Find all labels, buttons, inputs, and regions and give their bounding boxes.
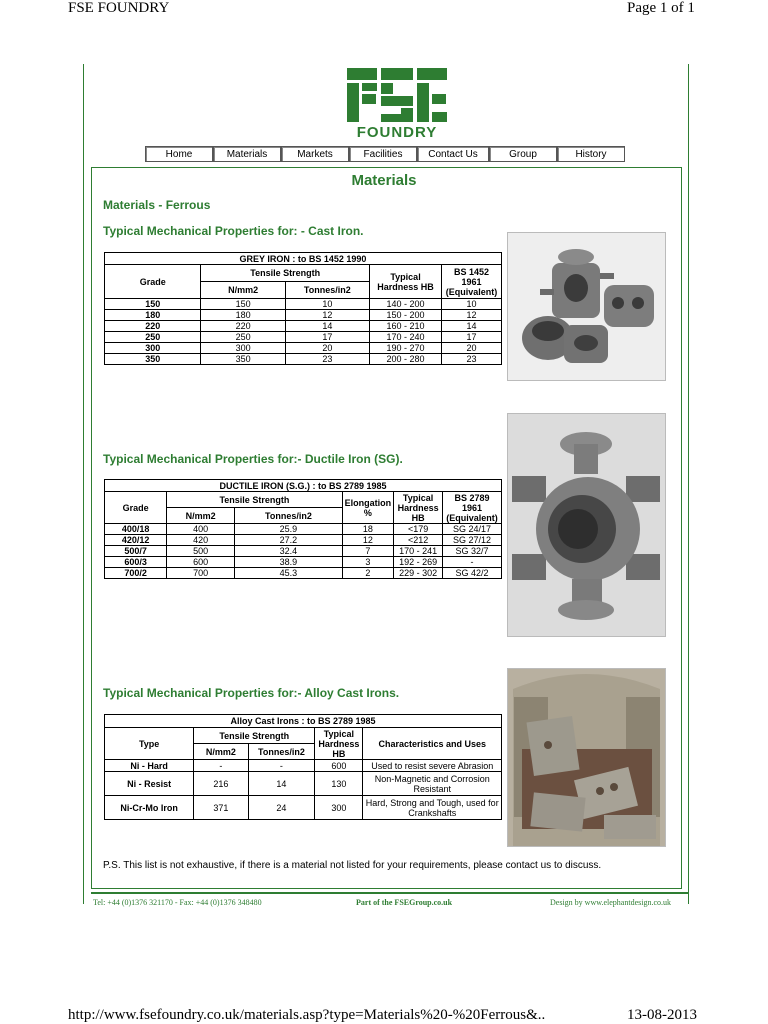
table-row: 400/18 400 25.9 18 <179 SG 24/17: [105, 524, 502, 535]
main-nav: [145, 146, 629, 162]
table-row: Ni - Resist 216 14 130 Non-Magnetic and Corrosion Resistant: [105, 772, 502, 796]
ps-note: P.S. This list is not exhaustive, if there is a material not listed for your requirements, please contact us to discuss.: [103, 860, 602, 871]
alloy-cast-iron-photo: [507, 668, 666, 847]
table-row: 350 350 23 200 - 280 23: [105, 354, 502, 365]
alloy-iron-table: [104, 714, 502, 820]
right-border-line: [688, 64, 689, 904]
nav-history[interactable]: History: [557, 146, 625, 162]
table-row: 180 180 12 150 - 200 12: [105, 310, 502, 321]
table-row: 600/3 600 38.9 3 192 - 269 -: [105, 557, 502, 568]
page-title: Materials: [351, 172, 417, 189]
left-border-line: [83, 64, 84, 904]
col-bs: BS 1452 1961 (Equivalent): [442, 265, 502, 299]
col-grade: Grade: [105, 492, 167, 524]
col-characteristics: Characteristics and Uses: [363, 728, 502, 760]
col-bs: BS 2789 1961 (Equivalent): [443, 492, 502, 524]
print-footer-date: 13-08-2013: [627, 1007, 697, 1023]
alloy-iron-heading: Typical Mechanical Properties for:- Alloy Cast Irons.: [103, 686, 400, 700]
col-hardness: Typical Hardness HB: [369, 265, 441, 299]
table-row: 300 300 20 190 - 270 20: [105, 343, 502, 354]
col-tonnes: Tonnes/in2: [248, 744, 315, 760]
nav-facilities[interactable]: Facilities: [349, 146, 417, 162]
section-subtitle: Materials - Ferrous: [103, 198, 211, 212]
col-nmm2: N/mm2: [167, 508, 235, 524]
nav-materials[interactable]: Materials: [213, 146, 281, 162]
col-tonnes: Tonnes/in2: [285, 282, 369, 299]
col-elongation: Elongation %: [342, 492, 394, 524]
footer-design-link[interactable]: Design by www.elephantdesign.co.uk: [550, 898, 672, 907]
cast-iron-parts-photo: [507, 232, 666, 381]
col-tonnes: Tonnes/in2: [235, 508, 342, 524]
print-footer-url: http://www.fsefoundry.co.uk/materials.asp?type=Materials%20-%20Ferrous&..: [68, 1007, 546, 1023]
svg-text:FOUNDRY: FOUNDRY: [356, 124, 438, 140]
nav-home[interactable]: Home: [145, 146, 213, 162]
alloy-iron-caption: Alloy Cast Irons : to BS 2789 1985: [105, 715, 502, 728]
col-hardness: Typical Hardness HB: [315, 728, 363, 760]
col-grade: Grade: [105, 265, 201, 299]
grey-iron-caption: GREY IRON : to BS 1452 1990: [105, 253, 502, 265]
ductile-iron-table: [104, 479, 502, 579]
nav-contact-us[interactable]: Contact Us: [417, 146, 489, 162]
col-tensile: Tensile Strength: [201, 265, 370, 282]
table-row: 250 250 17 170 - 240 17: [105, 332, 502, 343]
ductile-iron-heading: Typical Mechanical Properties for:- Ductile Iron (SG).: [103, 452, 403, 466]
fse-logo-icon: [345, 66, 449, 140]
table-row: 700/2 700 45.3 2 229 - 302 SG 42/2: [105, 568, 502, 579]
col-tensile: Tensile Strength: [194, 728, 315, 744]
nav-group[interactable]: Group: [489, 146, 557, 162]
print-header-title: FSE FOUNDRY: [68, 0, 170, 16]
cast-iron-heading: Typical Mechanical Properties for: - Cast Iron.: [103, 224, 364, 238]
table-row: 150 150 10 140 - 200 10: [105, 299, 502, 310]
print-header-page: Page 1 of 1: [627, 0, 695, 16]
footer-contact: Tel: +44 (0)1376 321170 - Fax: +44 (0)1376 348480: [93, 898, 262, 907]
col-tensile: Tensile Strength: [167, 492, 342, 508]
col-nmm2: N/mm2: [201, 282, 285, 299]
ductile-iron-caption: DUCTILE IRON (S.G.) : to BS 2789 1985: [105, 480, 502, 492]
table-row: 220 220 14 160 - 210 14: [105, 321, 502, 332]
table-row: 500/7 500 32.4 7 170 - 241 SG 32/7: [105, 546, 502, 557]
col-hardness: Typical Hardness HB: [394, 492, 443, 524]
table-row: Ni - Hard - - 600 Used to resist severe Abrasion: [105, 760, 502, 772]
col-nmm2: N/mm2: [194, 744, 248, 760]
table-row: Ni-Cr-Mo Iron 371 24 300 Hard, Strong and Tough, used for Crankshafts: [105, 796, 502, 820]
col-type: Type: [105, 728, 194, 760]
footer-divider: [91, 892, 688, 894]
fse-foundry-logo[interactable]: [345, 66, 449, 140]
nav-markets[interactable]: Markets: [281, 146, 349, 162]
ductile-iron-casting-photo: [507, 413, 666, 637]
grey-iron-table: [104, 252, 502, 365]
footer-group-link[interactable]: Part of the FSEGroup.co.uk: [356, 898, 453, 907]
table-row: 420/12 420 27.2 12 <212 SG 27/12: [105, 535, 502, 546]
